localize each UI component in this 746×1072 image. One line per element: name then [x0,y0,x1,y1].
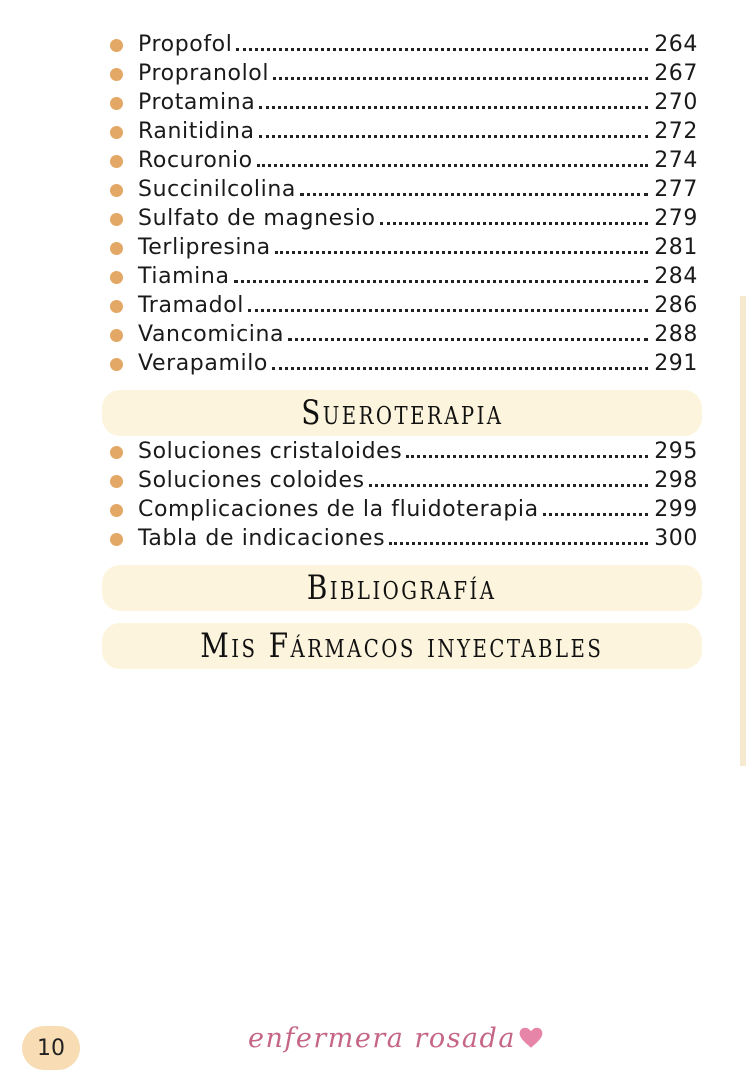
bullet-icon [110,97,123,110]
bullet-icon [110,126,123,139]
toc-entry[interactable] [110,233,698,262]
section-heading-sueroterapia[interactable] [102,390,702,436]
dot-leader [248,290,648,312]
page-edge-rule [740,296,746,766]
toc-entry[interactable] [110,437,698,466]
dot-leader [275,232,648,254]
toc-entry[interactable] [110,320,698,349]
section-title: Bibliografía [307,568,497,608]
toc-entry-label: Soluciones coloides [138,468,365,493]
toc-entry-page: 295 [654,439,698,464]
toc-entry-label: Verapamilo [138,351,268,376]
heart-icon [518,1025,544,1051]
toc-entry-label: Propofol [138,32,233,57]
bullet-icon [110,68,123,81]
toc-entry-page: 267 [654,61,698,86]
dot-leader [257,145,648,167]
toc-entry[interactable] [110,291,698,320]
toc-entry-label: Sulfato de magnesio [138,206,376,231]
toc-entry[interactable] [110,524,698,553]
toc-entry-page: 277 [654,177,698,202]
toc-entry[interactable] [110,30,698,59]
toc-entry-page: 291 [654,351,698,376]
bullet-icon [110,155,123,168]
section-heading-mis-farmacos[interactable] [102,623,702,669]
section-title: Sueroterapia [300,393,504,433]
bullet-icon [110,242,123,255]
toc-entry-label: Terlipresina [138,235,271,260]
bullet-icon [110,329,123,342]
toc-entry-label: Propranolol [138,61,270,86]
toc-entry-label: Tiamina [138,264,230,289]
toc-entry[interactable] [110,204,698,233]
toc-entry[interactable] [110,88,698,117]
toc-entry-label: Rocuronio [138,148,253,173]
toc-entry-label: Ranitidina [138,119,255,144]
bullet-icon [110,300,123,313]
dot-leader [288,319,648,341]
dot-leader [273,58,648,80]
dot-leader [380,203,649,225]
toc-entry[interactable] [110,117,698,146]
toc-entry-page: 272 [654,119,698,144]
toc-entry[interactable] [110,175,698,204]
dot-leader [543,494,649,516]
bullet-icon [110,533,123,546]
dot-leader [369,465,649,487]
toc-entry-page: 270 [654,90,698,115]
toc-entry-label: Complicaciones de la fluidoterapia [138,497,539,522]
bullet-icon [110,271,123,284]
toc-entry-page: 286 [654,293,698,318]
toc-entry[interactable] [110,59,698,88]
toc-entry-label: Vancomicina [138,322,285,347]
toc-entry-label: Protamina [138,90,256,115]
toc-entry-page: 279 [654,206,698,231]
toc-entry-label: Succinilcolina [138,177,296,202]
bullet-icon [110,475,123,488]
toc-entry-page: 274 [654,148,698,173]
toc-entry[interactable] [110,262,698,291]
section-title: Mis Fármacos inyectables [200,626,604,666]
toc-entry-label: Tramadol [138,293,244,318]
dot-leader [236,29,648,51]
dot-leader [259,116,649,138]
dot-leader [259,87,648,109]
dot-leader [272,348,648,370]
toc-entry-page: 300 [654,526,698,551]
toc-entry[interactable] [110,466,698,495]
toc-entry-page: 288 [654,322,698,347]
page-number-text: 10 [37,1035,65,1061]
dot-leader [389,523,648,545]
toc-entry-page: 281 [654,235,698,260]
bullet-icon [110,39,123,52]
brand-logo [248,1016,544,1060]
toc-entry[interactable] [110,146,698,175]
bullet-icon [110,504,123,517]
toc-entry-page: 298 [654,468,698,493]
bullet-icon [110,213,123,226]
bullet-icon [110,358,123,371]
page-number [22,1026,80,1070]
section-heading-bibliografia[interactable] [102,565,702,611]
bullet-icon [110,446,123,459]
dot-leader [300,174,648,196]
toc-entry-label: Soluciones cristaloides [138,439,403,464]
dot-leader [406,436,648,458]
toc-entry-page: 284 [654,264,698,289]
bullet-icon [110,184,123,197]
toc-entry-label: Tabla de indicaciones [138,526,386,551]
dot-leader [234,261,649,283]
toc-entry[interactable] [110,349,698,378]
toc-entry-page: 299 [654,497,698,522]
toc-entry-page: 264 [654,32,698,57]
brand-text: enfermera rosada [248,1022,516,1054]
toc-entry[interactable] [110,495,698,524]
